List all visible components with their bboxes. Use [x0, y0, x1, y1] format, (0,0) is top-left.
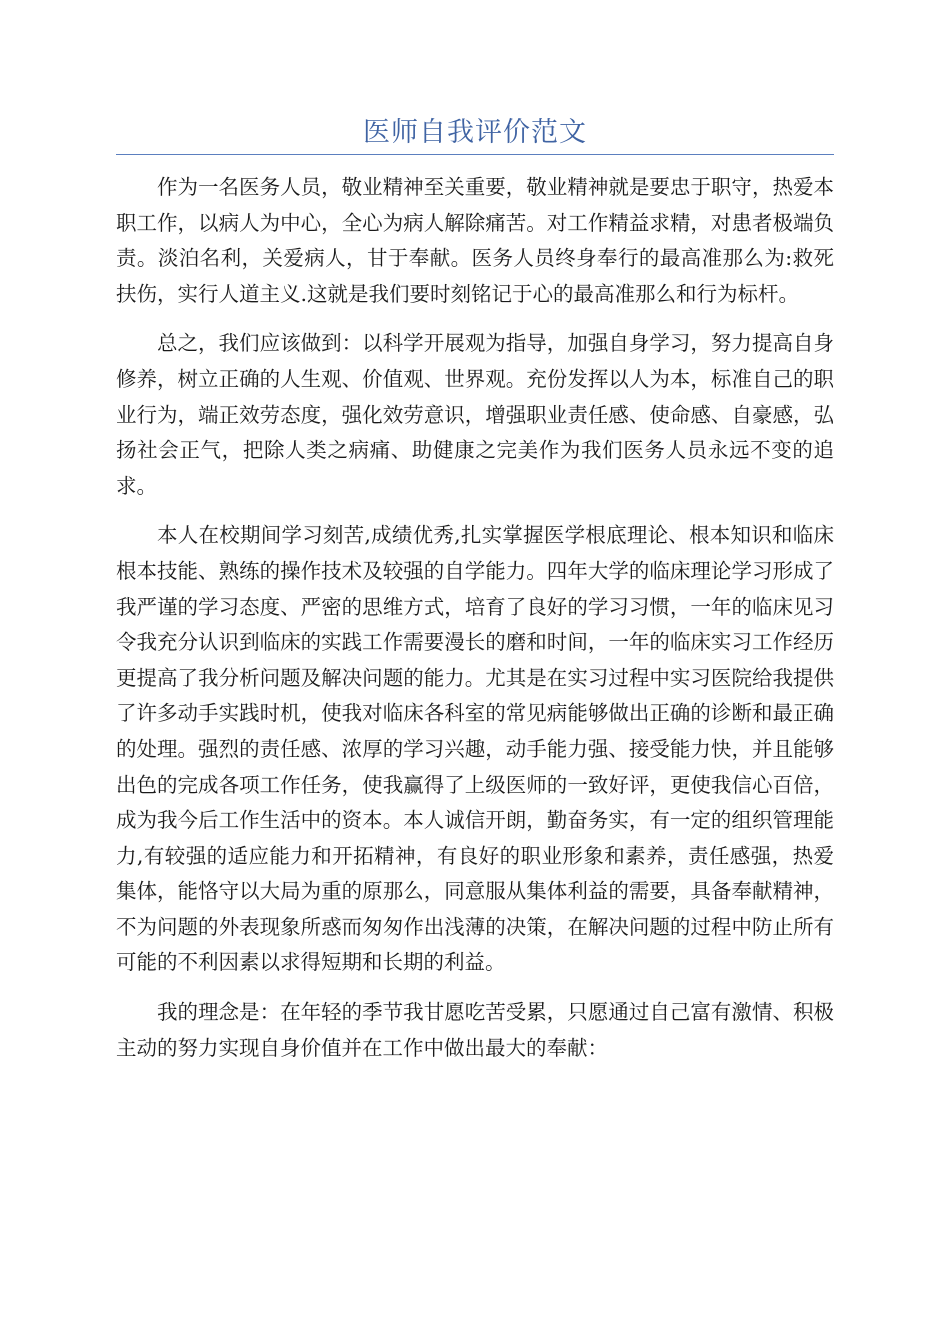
- paragraph-1: 作为一名医务人员，敬业精神至关重要，敬业精神就是要忠于职守，热爱本职工作，以病人为中心，全心为病人解除痛苦。对工作精益求精，对患者极端负责。淡泊名利，关爱病人，甘于奉献。医务人员终身奉行的最高准那么为:救死扶伤，实行人道主义.这就是我们要时刻铭记于心的最高准那么和行为标杆。: [116, 175, 834, 306]
- page-title: 医师自我评价范文: [363, 117, 587, 148]
- title-underline-divider: [116, 154, 834, 155]
- paragraph-3: 本人在校期间学习刻苦,成绩优秀,扎实掌握医学根底理论、根本知识和临床根本技能、熟练的操作技术及较强的自学能力。四年大学的临床理论学习形成了我严谨的学习态度、严密的思维方式，培育了良好的学习习惯，一年的临床见习令我充分认识到临床的实践工作需要漫长的磨和时间，一年的临床实习工作经历更提高了我分析问题及解决问题的能力。尤其是在实习过程中实习医院给我提供了许多动手实践时机，使我对临床各科室的常见病能够做出正确的诊断和最正确的处理。强烈的责任感、浓厚的学习兴趣，动手能力强、接受能力快，并且能够出色的完成各项工作任务，使我赢得了上级医师的一致好评，更使我信心百倍，成为我今后工作生活中的资本。本人诚信开朗，勤奋务实，有一定的组织管理能力,有较强的适应能力和开拓精神，有良好的职业形象和素养，责任感强，热爱集体，能恪守以大局为重的原那么，同意服从集体利益的需要，具备奉献精神，不为问题的外表现象所惑而匆匆作出浅薄的决策，在解决问题的过程中防止所有可能的不利因素以求得短期和长期的利益。: [116, 523, 834, 975]
- paragraph-4: 我的理念是：在年轻的季节我甘愿吃苦受累，只愿通过自己富有激情、积极主动的努力实现自身价值并在工作中做出最大的奉献：: [116, 1000, 834, 1060]
- document-body: [116, 170, 834, 1080]
- paragraph-2: 总之，我们应该做到：以科学开展观为指导，加强自身学习，努力提高自身修养，树立正确的人生观、价值观、世界观。充份发挥以人为本，标准自己的职业行为，端正效劳态度，强化效劳意识，增强职业责任感、使命感、自豪感，弘扬社会正气，把除人类之病痛、助健康之完美作为我们医务人员永远不变的追求。: [116, 331, 834, 498]
